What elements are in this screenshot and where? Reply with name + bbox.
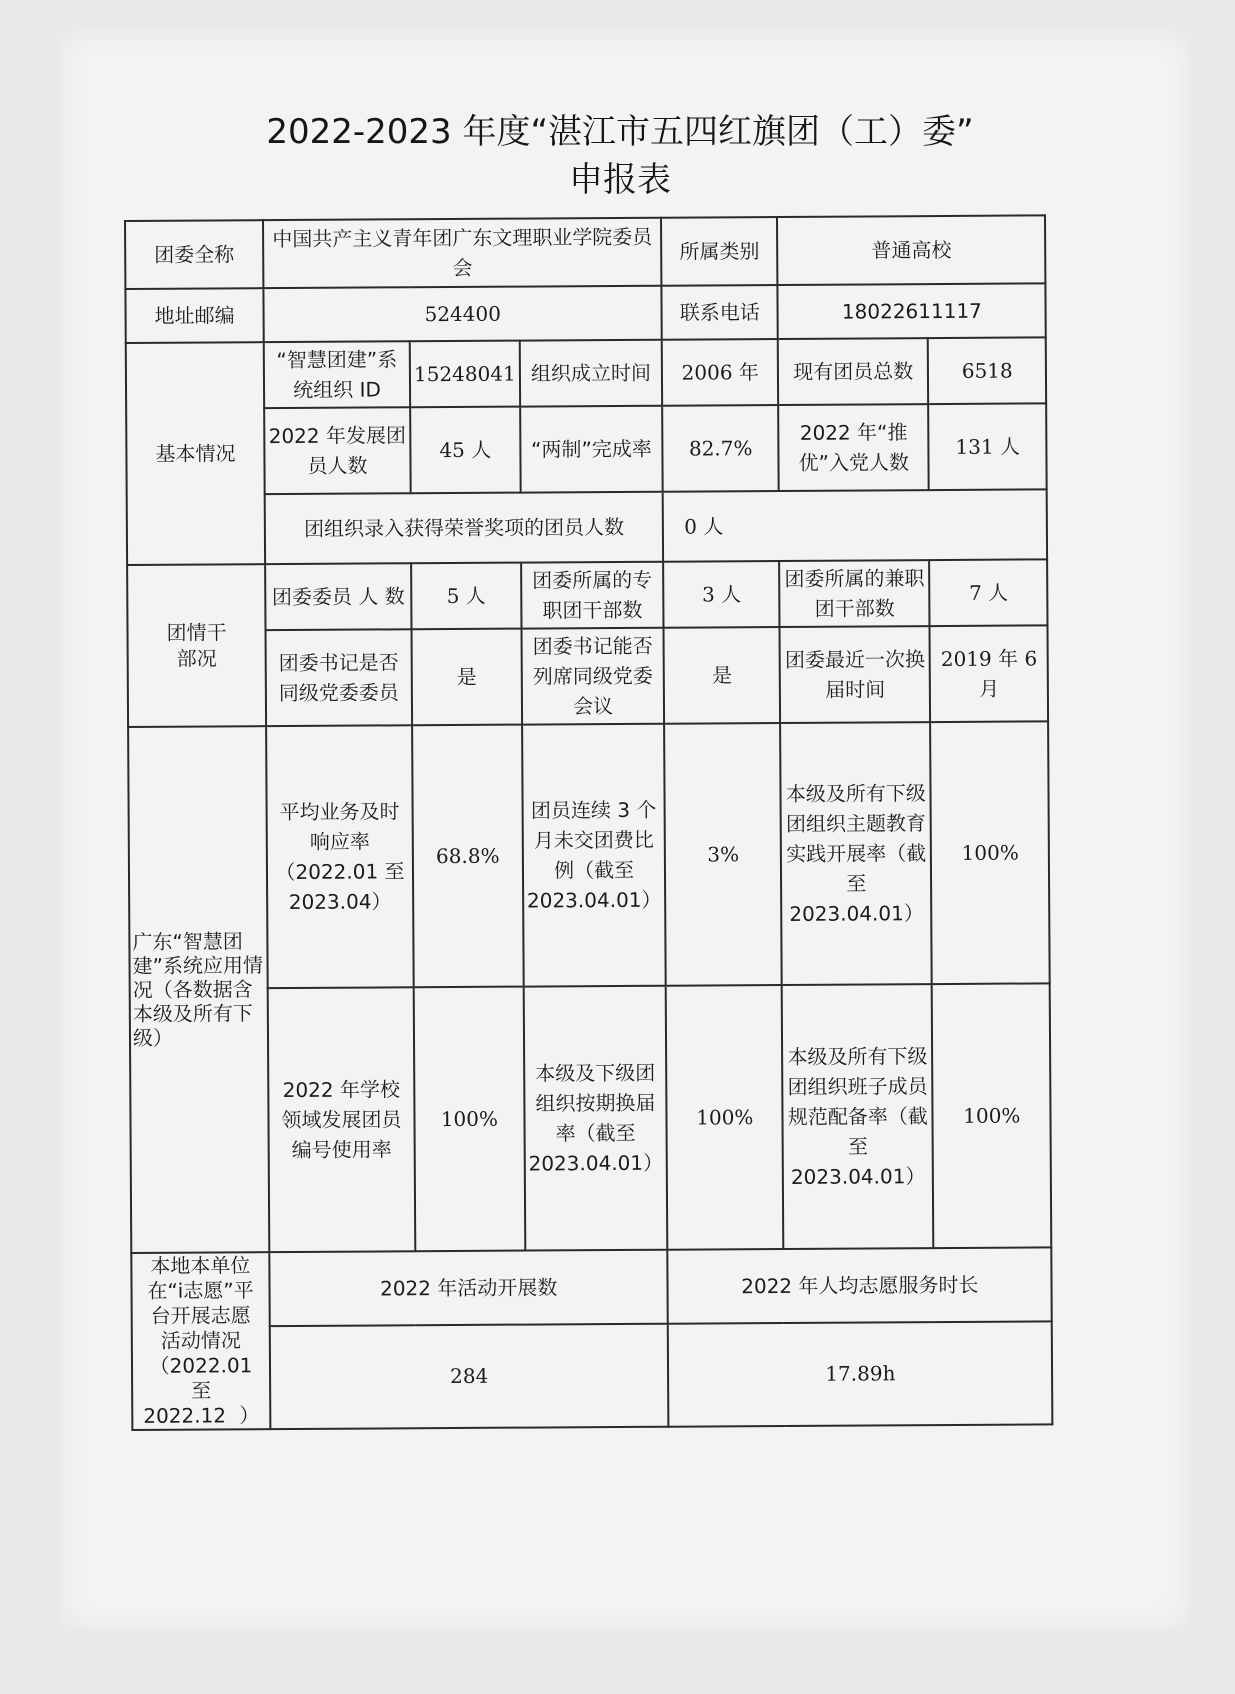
founded-label: 组织成立时间 bbox=[520, 340, 663, 407]
title-line-2: 申报表 bbox=[569, 160, 671, 200]
row-address bbox=[125, 283, 1046, 343]
service-hours-label: 2022 年人均志愿服务时长 bbox=[668, 1247, 1052, 1323]
developed-members-label: 2022 年发展团员人数 bbox=[264, 407, 411, 494]
unpaid-fee-value: 3% bbox=[664, 723, 782, 986]
secretary-attend-value: 是 bbox=[664, 627, 781, 724]
reelection-rate-value: 100% bbox=[666, 985, 784, 1250]
phone-label: 联系电话 bbox=[662, 285, 778, 340]
row-basic-1 bbox=[126, 337, 1047, 409]
secretary-party-member-label: 团委书记是否同级党委委员 bbox=[266, 629, 413, 726]
unpaid-fee-label: 团员连续 3 个月未交团费比例（截至 2023.04.01） bbox=[522, 724, 666, 987]
row-cadre-1 bbox=[127, 559, 1048, 631]
activities-count-label: 2022 年活动开展数 bbox=[269, 1250, 668, 1326]
row-committee-name bbox=[125, 215, 1046, 289]
two-systems-value: 82.7% bbox=[662, 405, 779, 492]
form-title bbox=[140, 108, 1100, 204]
founded-value: 2006 年 bbox=[662, 339, 778, 406]
row-cadre-2 bbox=[128, 625, 1049, 727]
committee-name-value: 中国共产主义青年团广东文理职业学院委员会 bbox=[263, 218, 662, 288]
committee-members-label: 团委委员 人 数 bbox=[265, 563, 411, 630]
recommend-party-value: 131 人 bbox=[928, 403, 1047, 490]
phone-value: 18022611117 bbox=[778, 283, 1046, 339]
theme-education-label: 本级及所有下级团组织主题教育实践开展率（截至 2023.04.01） bbox=[780, 722, 932, 985]
committee-name-label: 团委全称 bbox=[125, 220, 263, 289]
fulltime-cadre-value: 3 人 bbox=[663, 561, 779, 628]
volunteer-label: 本地本单位在“i志愿”平台开展志愿活动情况（2022.01 至 2022.12） bbox=[131, 1252, 270, 1430]
member-number-label: 2022 年学校领域发展团员编号使用率 bbox=[268, 987, 416, 1252]
system-id-value: 15248041 bbox=[410, 341, 520, 408]
activities-count-value: 284 bbox=[270, 1323, 669, 1429]
response-rate-value: 68.8% bbox=[412, 725, 523, 988]
members-total-value: 6518 bbox=[928, 337, 1046, 404]
category-value: 普通高校 bbox=[777, 215, 1045, 285]
reelection-rate-label: 本级及下级团组织按期换届率（截至 2023.04.01） bbox=[523, 986, 667, 1251]
address-label: 地址邮编 bbox=[125, 288, 263, 343]
row-volunteer-head bbox=[131, 1247, 1052, 1326]
title-line-1: 2022-2023 年度“湛江市五四红旗团（工）委” bbox=[266, 112, 974, 152]
developed-members-value: 45 人 bbox=[410, 407, 520, 494]
smart-system-label: 广东“智慧团建”系统应用情况（各数据含本级及所有下级） bbox=[128, 726, 269, 1253]
honor-members-label: 团组织录入获得荣誉奖项的团员人数 bbox=[265, 492, 664, 564]
members-total-label: 现有团员总数 bbox=[778, 338, 928, 405]
member-number-value: 100% bbox=[414, 987, 525, 1252]
address-value: 524400 bbox=[263, 286, 662, 342]
recommend-party-label: 2022 年“推优”入党人数 bbox=[778, 404, 929, 491]
two-systems-label: “两制”完成率 bbox=[520, 406, 663, 493]
row-basic-2 bbox=[126, 403, 1047, 495]
parttime-cadre-label: 团委所属的兼职团干部数 bbox=[779, 560, 929, 627]
last-election-value: 2019 年 6 月 bbox=[930, 625, 1049, 722]
team-config-label: 本级及所有下级团组织班子成员规范配备率（截至 2023.04.01） bbox=[782, 984, 934, 1249]
cadre-label: 团情干部况 bbox=[127, 564, 266, 727]
row-smart-1 bbox=[128, 721, 1050, 989]
committee-members-value: 5 人 bbox=[411, 563, 521, 630]
system-id-label: “智慧团建”系统组织 ID bbox=[264, 341, 410, 408]
row-basic-3 bbox=[127, 489, 1048, 565]
secretary-attend-label: 团委书记能否列席同级党委会议 bbox=[521, 628, 664, 725]
team-config-value: 100% bbox=[932, 983, 1052, 1248]
last-election-label: 团委最近一次换届时间 bbox=[780, 626, 931, 723]
secretary-party-member-value: 是 bbox=[412, 629, 522, 726]
honor-members-value: 0 人 bbox=[663, 489, 1047, 561]
fulltime-cadre-label: 团委所属的专职团干部数 bbox=[521, 562, 664, 629]
row-volunteer-values bbox=[132, 1321, 1053, 1430]
parttime-cadre-value: 7 人 bbox=[929, 559, 1047, 626]
service-hours-value: 17.89h bbox=[668, 1321, 1053, 1427]
response-rate-label: 平均业务及时响应率（2022.01 至 2023.04） bbox=[266, 725, 414, 988]
application-form-table bbox=[124, 214, 1054, 1431]
theme-education-value: 100% bbox=[930, 721, 1050, 984]
category-label: 所属类别 bbox=[661, 217, 777, 286]
basic-info-label: 基本情况 bbox=[126, 342, 265, 565]
